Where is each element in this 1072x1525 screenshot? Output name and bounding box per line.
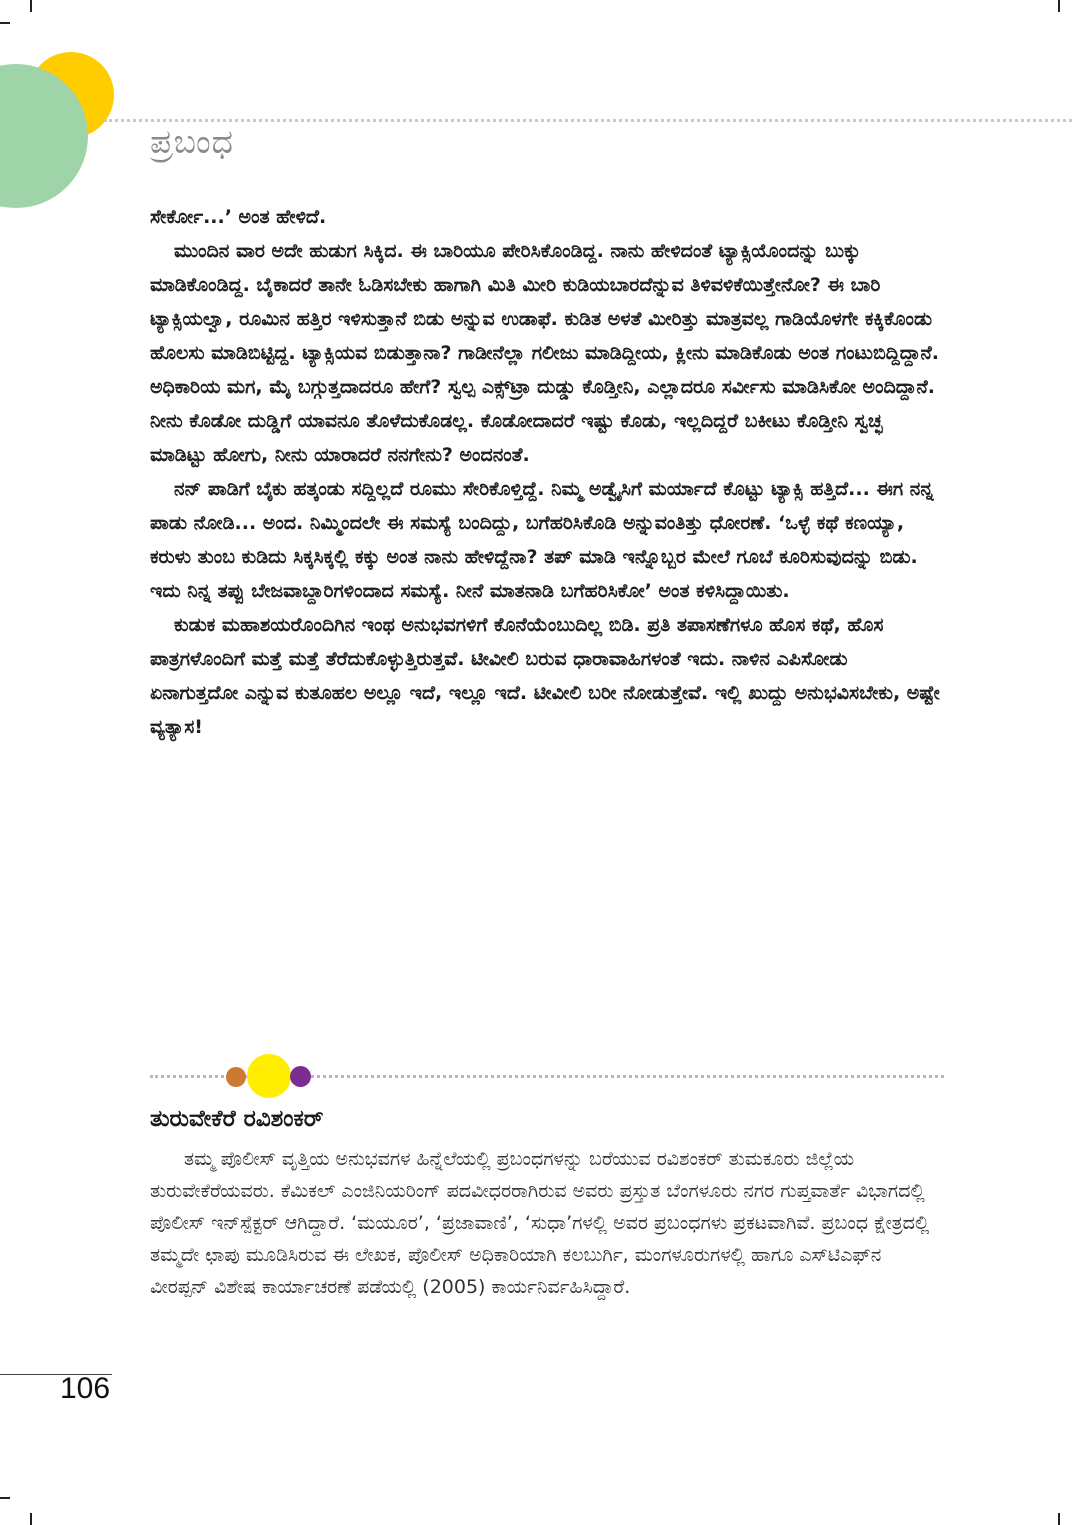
crop-mark xyxy=(1058,0,1060,12)
essay-paragraph: ಮುಂದಿನ ವಾರ ಅದೇ ಹುಡುಗ ಸಿಕ್ಕಿದ. ಈ ಬಾರಿಯೂ ಪೇರಿಸಿಕೊಂಡಿದ್ದ. ನಾನು ಹೇಳಿದಂತೆ ಟ್ಯಾಕ್ಸಿಯೊಂದನ್ನು ಬುಕ್ಕು ಮಾಡಿಕೊಂಡಿದ್ದ. ಬೈಕಾದರೆ ತಾನೇ ಓಡಿಸಬೇಕು ಹಾಗಾಗಿ ಮಿತಿ ಮೀರಿ ಕುಡಿಯಬಾರದೆನ್ನುವ ತಿಳಿವಳಿಕೆಯಿತ್ತೇನೋ? ಈ ಬಾರಿ ಟ್ಯಾಕ್ಸಿಯಲ್ವಾ, ರೂಮಿನ ಹತ್ತಿರ ಇಳಿಸುತ್ತಾನೆ ಬಿಡು ಅನ್ನುವ ಉಡಾಫೆ. ಕುಡಿತ ಅಳತೆ ಮೀರಿತ್ತು ಮಾತ್ರವಲ್ಲ ಗಾಡಿಯೊಳಗೇ ಕಕ್ಕಿಕೊಂಡು ಹೊಲಸು ಮಾಡಿಬಿಟ್ಟಿದ್ದ. ಟ್ಯಾಕ್ಸಿಯವ ಬಿಡುತ್ತಾನಾ? ಗಾಡೀನೆಲ್ಲಾ ಗಲೀಜು ಮಾಡಿದ್ದೀಯ, ಕ್ಲೀನು ಮಾಡಿಕೊಡು ಅಂತ ಗಂಟುಬಿದ್ದಿದ್ದಾನೆ. ಅಧಿಕಾರಿಯ ಮಗ, ಮೈ ಬಗ್ಗುತ್ತದಾದರೂ ಹೇಗೆ? ಸ್ವಲ್ಪ ಎಕ್ಸ್‌ಟ್ರಾ ದುಡ್ಡು ಕೊಡ್ತೀನಿ, ಎಲ್ಲಾದರೂ ಸರ್ವೀಸು ಮಾಡಿಸಿಕೋ ಅಂದಿದ್ದಾನೆ. ನೀನು ಕೊಡೋ ದುಡ್ಡಿಗೆ ಯಾವನೂ ತೊಳೆದುಕೊಡಲ್ಲ. ಕೊಡೋದಾದರೆ ಇಷ್ಟು ಕೊಡು, ಇಲ್ಲದಿದ್ದರೆ ಬಕೀಟು ಕೊಡ್ತೀನಿ ಸ್ವಚ್ಛ ಮಾಡಿಟ್ಟು ಹೋಗು, ನೀನು ಯಾರಾದರೆ ನನಗೇನು? ಅಂದನಂತೆ. xyxy=(150,240,939,466)
author-bio: ತಮ್ಮ ಪೊಲೀಸ್ ವೃತ್ತಿಯ ಅನುಭವಗಳ ಹಿನ್ನೆಲೆಯಲ್ಲಿ ಪ್ರಬಂಧಗಳನ್ನು ಬರೆಯುವ ರವಿಶಂಕರ್ ತುಮಕೂರು ಜಿಲ್ಲೆಯ ತುರುವೇಕೆರೆಯವರು. ಕೆಮಿಕಲ್ ಎಂಜಿನಿಯರಿಂಗ್ ಪದವೀಧರರಾಗಿರುವ ಅವರು ಪ್ರಸ್ತುತ ಬೆಂಗಳೂರು ನಗರ ಗುಪ್ತವಾರ್ತೆ ವಿಭಾಗದಲ್ಲಿ ಪೊಲೀಸ್ ಇನ್‌ಸ್ಪೆಕ್ಟರ್ ಆಗಿದ್ದಾರೆ. ‘ಮಯೂರ’, ‘ಪ್ರಜಾವಾಣಿ’, ‘ಸುಧಾ’ಗಳಲ್ಲಿ ಅವರ ಪ್ರಬಂಧಗಳು ಪ್ರಕಟವಾಗಿವೆ. ಪ್ರಬಂಧ ಕ್ಷೇತ್ರದಲ್ಲಿ ತಮ್ಮದೇ ಛಾಪು ಮೂಡಿಸಿರುವ ಈ ಲೇಖಕ, ಪೊಲೀಸ್ ಅಧಿಕಾರಿಯಾಗಿ ಕಲಬುರ್ಗಿ, ಮಂಗಳೂರುಗಳಲ್ಲಿ ಹಾಗೂ ಎಸ್‌ಟಿಎಫ್‌ನ ವೀರಪ್ಪನ್ ವಿಶೇಷ ಕಾರ್ಯಾಚರಣೆ ಪಡೆಯಲ್ಲಿ (2005) ಕಾರ್ಯನಿರ್ವಹಿಸಿದ್ದಾರೆ. xyxy=(150,1148,930,1298)
crop-mark xyxy=(30,1513,32,1525)
section-title: ಪ್ರಬಂಧ xyxy=(150,122,234,161)
author-name: ತುರುವೇಕೆರೆ ರವಿಶಂಕರ್ xyxy=(150,1106,324,1132)
decorative-orange-dot xyxy=(226,1067,246,1087)
page-number: 106 xyxy=(60,1372,111,1405)
decorative-purple-dot xyxy=(290,1066,311,1087)
essay-paragraph: ಕುಡುಕ ಮಹಾಶಯರೊಂದಿಗಿನ ಇಂಥ ಅನುಭವಗಳಿಗೆ ಕೊನೆಯೆಂಬುದಿಲ್ಲ ಬಿಡಿ. ಪ್ರತಿ ತಪಾಸಣೆಗಳೂ ಹೊಸ ಕಥೆ, ಹೊಸ ಪಾತ್ರಗಳೊಂದಿಗೆ ಮತ್ತೆ ಮತ್ತೆ ತೆರೆದುಕೊಳ್ಳುತ್ತಿರುತ್ತವೆ. ಟೀವೀಲಿ ಬರುವ ಧಾರಾವಾಹಿಗಳಂತೆ ಇದು. ನಾಳಿನ ಎಪಿಸೋಡು ಏನಾಗುತ್ತದೋ ಎನ್ನುವ ಕುತೂಹಲ ಅಲ್ಲೂ ಇದೆ, ಇಲ್ಲೂ ಇದೆ. ಟೀವೀಲಿ ಬರೀ ನೋಡುತ್ತೇವೆ. ಇಲ್ಲಿ ಖುದ್ದು ಅನುಭವಿಸಬೇಕು, ಅಷ್ಟೇ ವ್ಯತ್ಯಾಸ! xyxy=(150,614,940,738)
header-dotted-rule xyxy=(104,119,1072,122)
essay-body xyxy=(150,200,942,744)
essay-paragraph: ಸೇರ್ಕೋ...’ ಅಂತ ಹೇಳಿದೆ. xyxy=(150,206,327,228)
crop-mark xyxy=(0,1497,10,1499)
crop-mark xyxy=(1058,1513,1060,1525)
crop-mark xyxy=(0,22,10,24)
essay-paragraph: ನನ್ ಪಾಡಿಗೆ ಬೈಕು ಹತ್ಕಂಡು ಸದ್ದಿಲ್ಲದೆ ರೂಮು ಸೇರಿಕೊಳ್ತಿದ್ದೆ. ನಿಮ್ಮ ಅಡ್ವೈಸಿಗೆ ಮರ್ಯಾದೆ ಕೊಟ್ಟು ಟ್ಯಾಕ್ಸಿ ಹತ್ತಿದೆ... ಈಗ ನನ್ನ ಪಾಡು ನೋಡಿ... ಅಂದ. ನಿಮ್ಮಿಂದಲೇ ಈ ಸಮಸ್ಯೆ ಬಂದಿದ್ದು, ಬಗೆಹರಿಸಿಕೊಡಿ ಅನ್ನುವಂತಿತ್ತು ಧೋರಣೆ. ‘ಒಳ್ಳೆ ಕಥೆ ಕಣಯ್ಯಾ, ಕರುಳು ತುಂಬ ಕುಡಿದು ಸಿಕ್ಕಸಿಕ್ಕಲ್ಲಿ ಕಕ್ಕು ಅಂತ ನಾನು ಹೇಳಿದ್ದೆನಾ? ತಪ್ ಮಾಡಿ ಇನ್ನೊಬ್ಬರ ಮೇಲೆ ಗೂಬೆ ಕೂರಿಸುವುದನ್ನು ಬಿಡು. ಇದು ನಿನ್ನ ತಪ್ಪು ಬೇಜವಾಬ್ದಾರಿಗಳಿಂದಾದ ಸಮಸ್ಯೆ. ನೀನೆ ಮಾತನಾಡಿ ಬಗೆಹರಿಸಿಕೋ’ ಅಂತ ಕಳಿಸಿದ್ದಾಯಿತು. xyxy=(150,478,934,602)
decorative-yellow-dot xyxy=(247,1054,291,1098)
crop-mark xyxy=(30,0,32,12)
